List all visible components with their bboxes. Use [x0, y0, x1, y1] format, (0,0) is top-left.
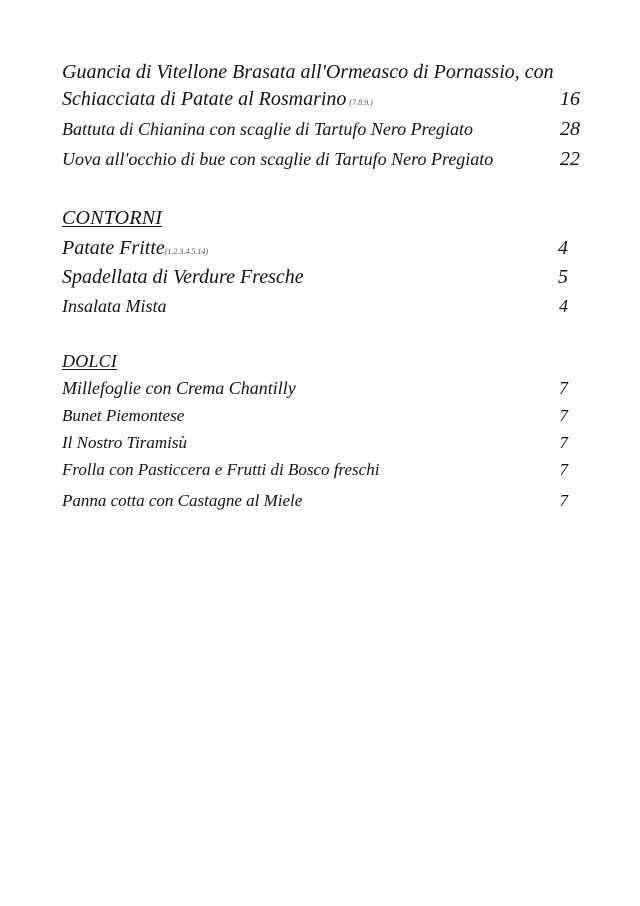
- menu-item-price: 28: [560, 118, 580, 140]
- menu-item-frolla: [62, 461, 580, 478]
- menu-item-name: Uova all'occhio di bue con scaglie di Tartufo Nero Pregiato: [62, 149, 494, 169]
- menu-item-panna-cotta: [62, 492, 580, 509]
- menu-item-name: Patate Fritte: [62, 237, 165, 259]
- menu-item-price: 4: [559, 296, 568, 316]
- menu-item-name: Schiacciata di Patate al Rosmarino: [62, 88, 347, 110]
- menu-item-price: 7: [559, 406, 568, 425]
- menu-item-patate-fritte: [62, 238, 580, 258]
- section-heading-contorni: CONTORNI: [62, 207, 163, 229]
- menu-item-name: Panna cotta con Castagne al Miele: [62, 491, 303, 510]
- menu-item-price: 4: [558, 237, 568, 259]
- menu-item-price: 5: [558, 266, 568, 288]
- menu-item-price: 7: [559, 491, 568, 510]
- menu-item-name: Battuta di Chianina con scaglie di Tartufo Nero Pregiato: [62, 119, 474, 139]
- menu-item-millefoglie: [62, 379, 580, 397]
- menu-item-name: Guancia di Vitellone Brasata all'Ormeasco di Pornassio, con: [62, 61, 554, 83]
- menu-item-name: Insalata Mista: [62, 296, 167, 316]
- section-heading-dolci: DOLCI: [62, 351, 118, 371]
- menu-item-spadellata: [62, 267, 580, 287]
- menu-item-guancia-line2: [62, 89, 580, 109]
- allergen-codes: (7.8.9.): [349, 98, 373, 107]
- menu-item-name: Spadellata di Verdure Fresche: [62, 266, 304, 288]
- menu-item-name: Frolla con Pasticcera e Frutti di Bosco freschi: [62, 460, 380, 479]
- menu-item-insalata: [62, 297, 580, 315]
- allergen-codes: (1.2.3.4.5.14): [164, 247, 209, 256]
- menu-item-guancia-line1: [62, 62, 580, 82]
- menu-item-bunet: [62, 407, 580, 424]
- menu-item-uova: [62, 150, 580, 168]
- menu-item-name: Il Nostro Tiramisù: [62, 433, 188, 452]
- menu-item-price: 7: [559, 378, 568, 398]
- menu-item-price: 16: [560, 88, 580, 110]
- menu-item-name: Millefoglie con Crema Chantilly: [62, 378, 296, 398]
- menu-item-price: 7: [559, 433, 568, 452]
- menu-item-price: 7: [559, 460, 568, 479]
- menu-item-battuta: [62, 120, 580, 138]
- menu-item-price: 22: [560, 148, 580, 170]
- menu-item-name: Bunet Piemontese: [62, 406, 185, 425]
- menu-item-tiramisu: [62, 434, 580, 451]
